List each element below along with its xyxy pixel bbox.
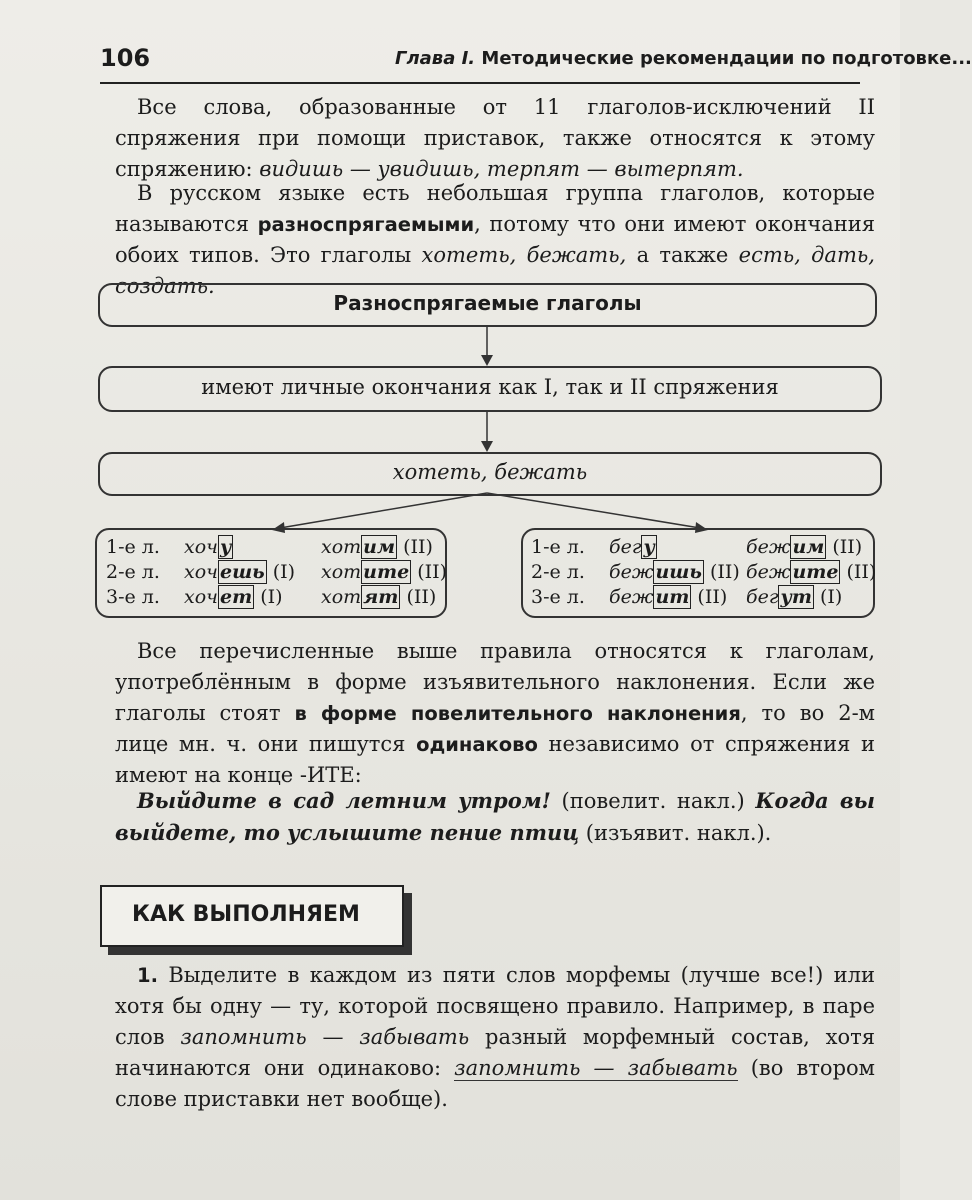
paragraph-5 bbox=[115, 960, 875, 1115]
verb-form-1 bbox=[609, 561, 746, 583]
paragraph-5-text-3: (во втором слове приставки нет вообще). bbox=[115, 1056, 875, 1111]
note-imperative: (повелит. накл.) bbox=[561, 789, 745, 813]
verb-ending: ет bbox=[219, 586, 253, 608]
person-label: 2-е л. bbox=[531, 561, 585, 583]
verb-stem: хоч bbox=[184, 536, 218, 558]
paragraph-3 bbox=[115, 636, 875, 791]
term-odinakovo: одинаково bbox=[416, 733, 538, 756]
conjugation-row bbox=[106, 536, 433, 558]
conjugation-type: (II) bbox=[703, 561, 740, 583]
paragraph-5-text-1: Выделите в каждом из пяти слов морфемы (лучше все!) или хотя бы одну — ту, которой посвящено правило. Например, в паре слов bbox=[115, 963, 875, 1049]
verb-ending: ите bbox=[363, 561, 410, 583]
conjugation-type: (II) bbox=[840, 561, 877, 583]
paragraph-1-text: Все слова, образованные от 11 глаголов-исключений II спряжения при помощи приставок, также относятся к этому спряжению: bbox=[115, 95, 875, 181]
verb-ending: ит bbox=[655, 586, 690, 608]
conjugation-row bbox=[531, 586, 842, 608]
verb-stem: бег bbox=[746, 586, 779, 608]
verb-form-1 bbox=[184, 536, 321, 558]
conjugation-type: (II) bbox=[691, 586, 728, 608]
verb-ending: у bbox=[219, 536, 232, 558]
verb-stem: хоч bbox=[184, 561, 218, 583]
chapter-label: Глава I. bbox=[395, 48, 476, 69]
dash: — bbox=[322, 1025, 344, 1049]
verb-ending: ешь bbox=[219, 561, 265, 583]
verb-ending: ут bbox=[780, 586, 812, 608]
person-label: 2-е л. bbox=[106, 561, 160, 583]
paragraph-3-text-1: Все перечисленные выше правила относятся к глаголам, употреблённым в форме изъявительного наклонения. Если же глаголы стоят bbox=[115, 639, 875, 725]
paragraph-3-text-3: независимо от спряжения и имеют на конце -ИТЕ: bbox=[115, 732, 875, 787]
diagram-title: Разноспрягаемые глаголы bbox=[333, 291, 642, 315]
verb-stem: хот bbox=[321, 536, 362, 558]
verbs-list-1: хотеть, бежать, bbox=[421, 243, 627, 267]
paragraph-2-also: а также bbox=[636, 243, 729, 267]
conjugation-type: (II) bbox=[826, 536, 863, 558]
verb-form-1 bbox=[184, 586, 321, 608]
page-number: 106 bbox=[100, 44, 151, 72]
verb-stem: беж bbox=[609, 586, 654, 608]
note-indicative: (изъявит. накл.). bbox=[585, 821, 772, 845]
verb-stem: хоч bbox=[184, 586, 218, 608]
verb-ending: им bbox=[363, 536, 396, 558]
paragraph-2-start: В русском языке есть небольшая группа глаголов, которые называются bbox=[115, 181, 875, 236]
paragraph-4 bbox=[115, 785, 875, 849]
conjugation-row bbox=[106, 586, 436, 608]
verb-stem: беж bbox=[746, 536, 791, 558]
word-zabyvat: забывать bbox=[359, 1025, 470, 1049]
section-heading bbox=[100, 885, 404, 947]
verb-stem: хот bbox=[321, 561, 362, 583]
word-pair-marked: запомнить — забывать bbox=[454, 1056, 738, 1080]
endings-box bbox=[98, 366, 882, 412]
term-povelitelnoe: в форме повелительного наклонения bbox=[294, 702, 741, 725]
verbs-list-2: есть, дать, создать. bbox=[115, 243, 875, 298]
chapter-title-text: Методические рекомендации по подготовке... bbox=[481, 48, 972, 69]
conjugation-type: (I) bbox=[254, 586, 283, 608]
verb-ending: им bbox=[792, 536, 825, 558]
example-imperative: Выйдите в сад летним утром! bbox=[137, 788, 551, 813]
verb-stem: беж bbox=[746, 561, 791, 583]
endings-box-text: имеют личные окончания как I, так и II спряжения bbox=[201, 375, 779, 399]
word-zapomnit: запомнить bbox=[180, 1025, 307, 1049]
conjugation-row bbox=[531, 561, 876, 583]
verb-form-1 bbox=[609, 536, 746, 558]
paragraph-5-text-2: разный морфемный состав, хотя начинаются они одинаково: bbox=[115, 1025, 875, 1080]
conjugation-type: (II) bbox=[397, 536, 433, 558]
verb-form-1 bbox=[184, 561, 321, 583]
conjugation-type: (I) bbox=[813, 586, 843, 608]
verb-stem: беж bbox=[609, 561, 654, 583]
section-heading-text: КАК ВЫПОЛНЯЕМ bbox=[132, 902, 360, 927]
verb-ending: ят bbox=[363, 586, 399, 608]
term-raznospryagaemye: разноспрягаемыми bbox=[257, 213, 475, 236]
conjugation-type: (I) bbox=[266, 561, 296, 583]
verb-stem: хот bbox=[321, 586, 362, 608]
task-number: 1. bbox=[137, 964, 158, 987]
verb-stem: бег bbox=[609, 536, 642, 558]
paragraph-2-middle: , потому что они имеют окончания обоих типов. Это глаголы bbox=[115, 212, 875, 267]
conjugation-row bbox=[531, 536, 862, 558]
person-label: 1-е л. bbox=[531, 536, 585, 558]
verb-ending: ите bbox=[792, 561, 839, 583]
conjugation-type: (II) bbox=[411, 561, 448, 583]
person-label: 1-е л. bbox=[106, 536, 160, 558]
example-indicative: Когда вы выйдете, то услышите пение птиц bbox=[115, 788, 875, 845]
verb-form-1 bbox=[609, 586, 746, 608]
paragraph-3-text-2: , то во 2-м лице мн. ч. они пишутся bbox=[115, 701, 875, 756]
person-label: 3-е л. bbox=[531, 586, 585, 608]
paragraph-1-example: видишь — увидишь, терпят — вытерпят. bbox=[259, 157, 744, 181]
conjugation-type: (II) bbox=[400, 586, 437, 608]
verb-ending: ишь bbox=[655, 561, 702, 583]
person-label: 3-е л. bbox=[106, 586, 160, 608]
conjugation-row bbox=[106, 561, 447, 583]
verbs-box-text: хотеть, бежать bbox=[392, 460, 588, 484]
verb-ending: у bbox=[643, 536, 655, 558]
verbs-box bbox=[98, 452, 882, 496]
